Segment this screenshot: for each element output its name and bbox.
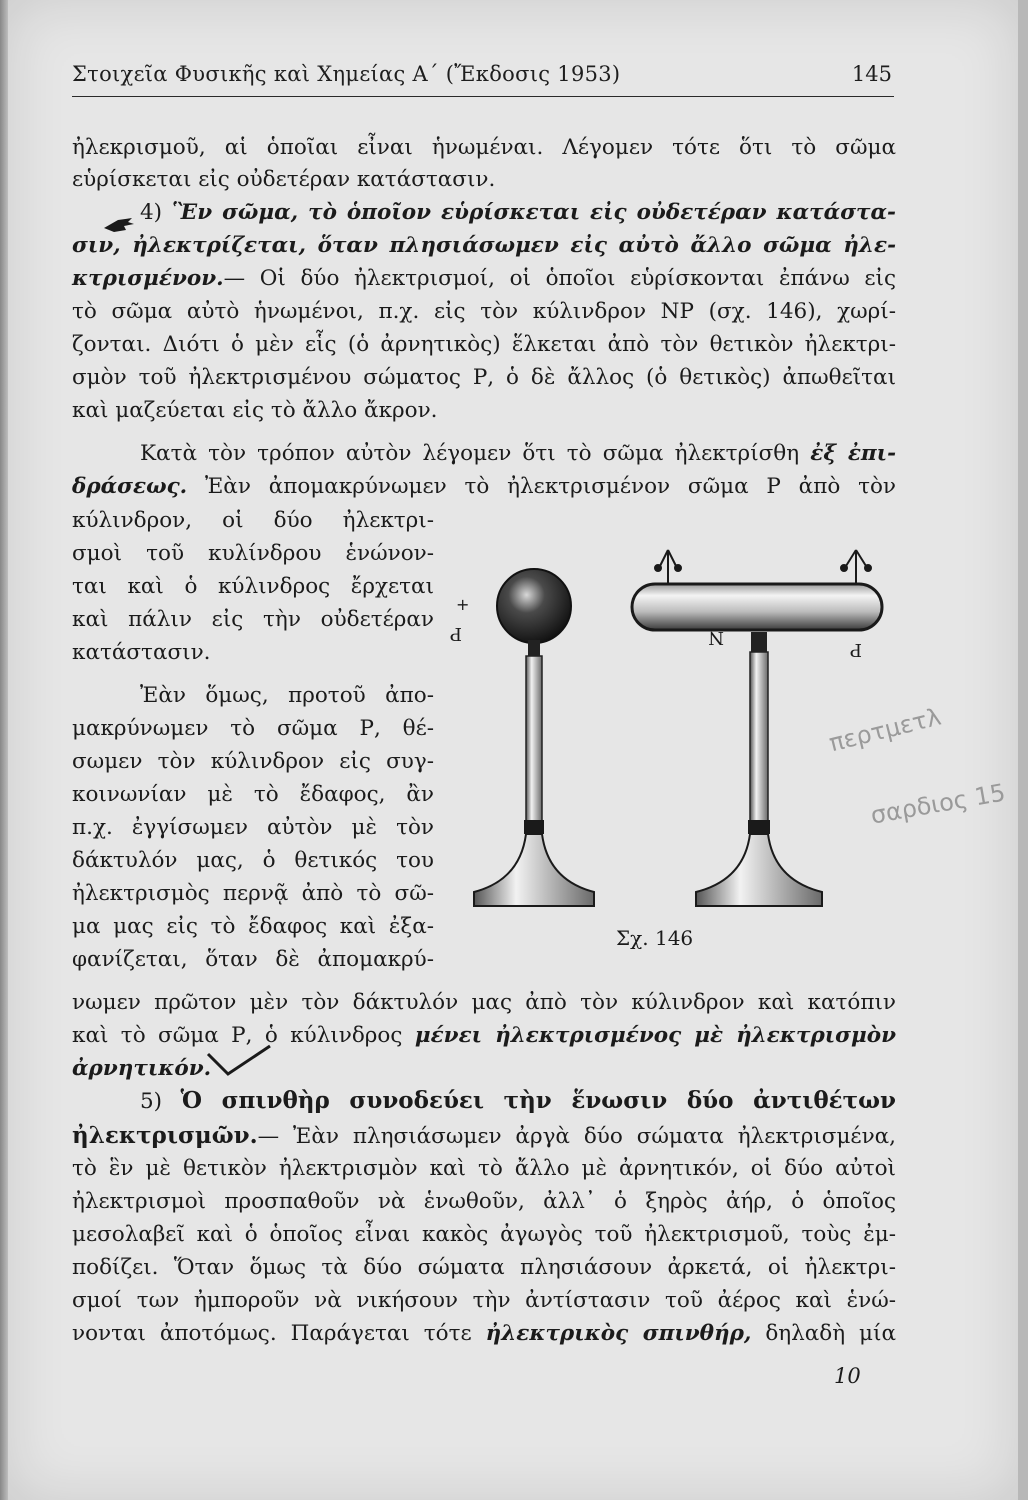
- right-rod: [750, 652, 768, 824]
- figure-146-illustration: [448, 520, 898, 920]
- label-p-left: Ρ: [449, 623, 462, 644]
- right-rod-collar: [748, 820, 770, 834]
- right-rod-top: [751, 632, 767, 654]
- item4-line: ζονται. Διότι ὁ μὲν εἷς (ὁ ἀρνητικὸς) ἕλκεται ἀπὸ τὸν θετικὸν ἠλεκτρι-: [72, 332, 896, 357]
- pencil-note: σαρδιος 15: [868, 778, 1008, 830]
- right-pendulum: [841, 550, 871, 584]
- body-line: ἀρνητικόν.: [72, 1056, 212, 1081]
- left-rod-collar: [524, 820, 544, 834]
- narrow-line: ἠλεκτρισμὸς περνᾷ ἀπὸ τὸ σῶ-: [72, 881, 434, 906]
- pencil-note: περτμετλ: [826, 702, 944, 758]
- item4-line: τὸ σῶμα αὐτὸ ἡνωμένοι, π.χ. εἰς τὸν κύλινδρον ΝΡ (σχ. 146), χωρί-: [72, 299, 896, 324]
- item5-line: μεσολαβεῖ καὶ ὁ ὁποῖος εἶναι κακὸς ἀγωγὸς τοῦ ἠλεκτρισμοῦ, τοὺς ἐμ-: [72, 1222, 896, 1247]
- signature-number: 10: [834, 1364, 861, 1388]
- influence-line2: δράσεως. Ἐὰν ἀπομακρύνωμεν τὸ ἠλεκτρισμένον σῶμα Ρ ἀπὸ τὸν: [72, 474, 896, 499]
- narrow-line: ται καὶ ὁ κύλινδρος ἔρχεται: [72, 574, 434, 599]
- item5-line: σμοί των ἠμποροῦν νὰ νικήσουν τὴν ἀντίστασιν τοῦ ἀέρος καὶ ἑνώ-: [72, 1288, 896, 1313]
- book-page: [8, 0, 1018, 1500]
- narrow-line: σμοὶ τοῦ κυλίνδρου ἑνώνον-: [72, 541, 434, 566]
- figure-caption: Σχ. 146: [616, 926, 694, 950]
- label-plus: +: [456, 595, 470, 614]
- item4-line: σμὸν τοῦ ἠλεκτρισμένου σώματος Ρ, ὁ δὲ ἄλλος (ὁ θετικὸς) ἀπωθεῖται: [72, 365, 896, 390]
- page-edge-shadow: [0, 0, 8, 1500]
- label-p-right: Ρ: [849, 639, 862, 660]
- running-header: [72, 60, 894, 97]
- right-base: [696, 834, 822, 906]
- narrow-line: καὶ πάλιν εἰς τὴν οὐδετέραν: [72, 607, 434, 632]
- narrow-line: π.χ. ἐγγίσωμεν αὐτὸν μὲ τὸν: [72, 815, 434, 840]
- left-pendulum: [655, 550, 681, 584]
- item4-line: καὶ μαζεύεται εἰς τὸ ἄλλο ἄκρον.: [72, 398, 438, 423]
- item5-heading-line1: 5) Ὁ σπινθὴρ συνοδεύει τὴν ἕνωσιν δύο ἀντιθέτων: [140, 1087, 896, 1114]
- item5-line: νονται ἀποτόμως. Παράγεται τότε ἠλεκτρικὸς σπινθήρ, δηλαδὴ μία: [72, 1321, 896, 1346]
- label-n: Ν: [708, 627, 724, 648]
- narrow-line: σωμεν τὸν κύλινδρον εἰς συγ-: [72, 749, 434, 774]
- left-base: [474, 834, 594, 906]
- page-number: 145: [851, 62, 892, 86]
- item4-line: κτρισμένον.— Οἱ δύο ἠλεκτρισμοί, οἱ ὁποῖοι εὑρίσκονται ἐπάνω εἰς: [72, 266, 896, 291]
- narrow-line: μακρύνωμεν τὸ σῶμα Ρ, θέ-: [72, 716, 434, 741]
- item4-title-line2: σιν, ἠλεκτρίζεται, ὅταν πλησιάσωμεν εἰς αὐτὸ ἄλλο σῶμα ἠλε-: [72, 233, 896, 258]
- influence-line1: Κατὰ τὸν τρόπον αὐτὸν λέγομεν ὅτι τὸ σῶμα ἠλεκτρίσθη ἐξ ἐπι-: [140, 441, 896, 466]
- body-line: ἠλεκρισμοῦ, αἱ ὁποῖαι εἶναι ἡνωμέναι. Λέγομεν τότε ὅτι τὸ σῶμα: [72, 135, 896, 160]
- narrow-line: μα μας εἰς τὸ ἔδαφος καὶ ἐξα-: [72, 914, 434, 939]
- item5-line: ποδίζει. Ὅταν ὅμως τὰ δύο σώματα πλησιάσουν ἀρκετά, οἱ ἠλεκτρι-: [72, 1255, 896, 1280]
- narrow-line: Ἐὰν ὅμως, προτοῦ ἀπο-: [140, 683, 434, 708]
- checkmark-icon: [206, 1044, 272, 1076]
- body-line: νωμεν πρῶτον μὲν τὸν δάκτυλόν μας ἀπὸ τὸν κύλινδρον καὶ κατόπιν: [72, 990, 896, 1015]
- narrow-line: κύλινδρον, οἱ δύο ἠλεκτρι-: [72, 508, 434, 533]
- body-line: καὶ τὸ σῶμα Ρ, ὁ κύλινδρος μένει ἠλεκτρισμένος μὲ ἠλεκτρισμὸν: [72, 1023, 897, 1048]
- narrow-line: δάκτυλόν μας, ὁ θετικός του: [72, 848, 434, 873]
- conductor-cylinder: [632, 584, 882, 630]
- narrow-line: φανίζεται, ὅταν δὲ ἀπομακρύ-: [72, 947, 434, 972]
- item4-title-line1: 4) Ἓν σῶμα, τὸ ὁποῖον εὑρίσκεται εἰς οὐδετέραν κατάστα-: [140, 200, 896, 225]
- body-line: εὑρίσκεται εἰς οὐδετέραν κατάστασιν.: [72, 167, 496, 192]
- charged-sphere: [497, 569, 571, 643]
- item5-line: ἠλεκτρισμοὶ προσπαθοῦν νὰ ἑνωθοῦν, ἀλλ᾿ ὁ ξηρὸς ἀήρ, ὁ ὁποῖος: [72, 1189, 896, 1214]
- item5-heading-line2: ἠλεκτρισμῶν.— Ἐὰν πλησιάσωμεν ἀργὰ δύο σώματα ἠλεκτρισμένα,: [72, 1122, 896, 1149]
- running-title: Στοιχεῖα Φυσικῆς καὶ Χημείας Α΄ (Ἔκδοσις 1953): [72, 62, 621, 86]
- narrow-line: κατάστασιν.: [72, 640, 211, 665]
- left-rod: [526, 656, 542, 824]
- narrow-line: κοινωνίαν μὲ τὸ ἔδαφος, ἂν: [72, 782, 434, 807]
- item5-line: τὸ ἓν μὲ θετικὸν ἠλεκτρισμὸν καὶ τὸ ἄλλο μὲ ἀρνητικόν, οἱ δύο αὐτοὶ: [72, 1156, 896, 1181]
